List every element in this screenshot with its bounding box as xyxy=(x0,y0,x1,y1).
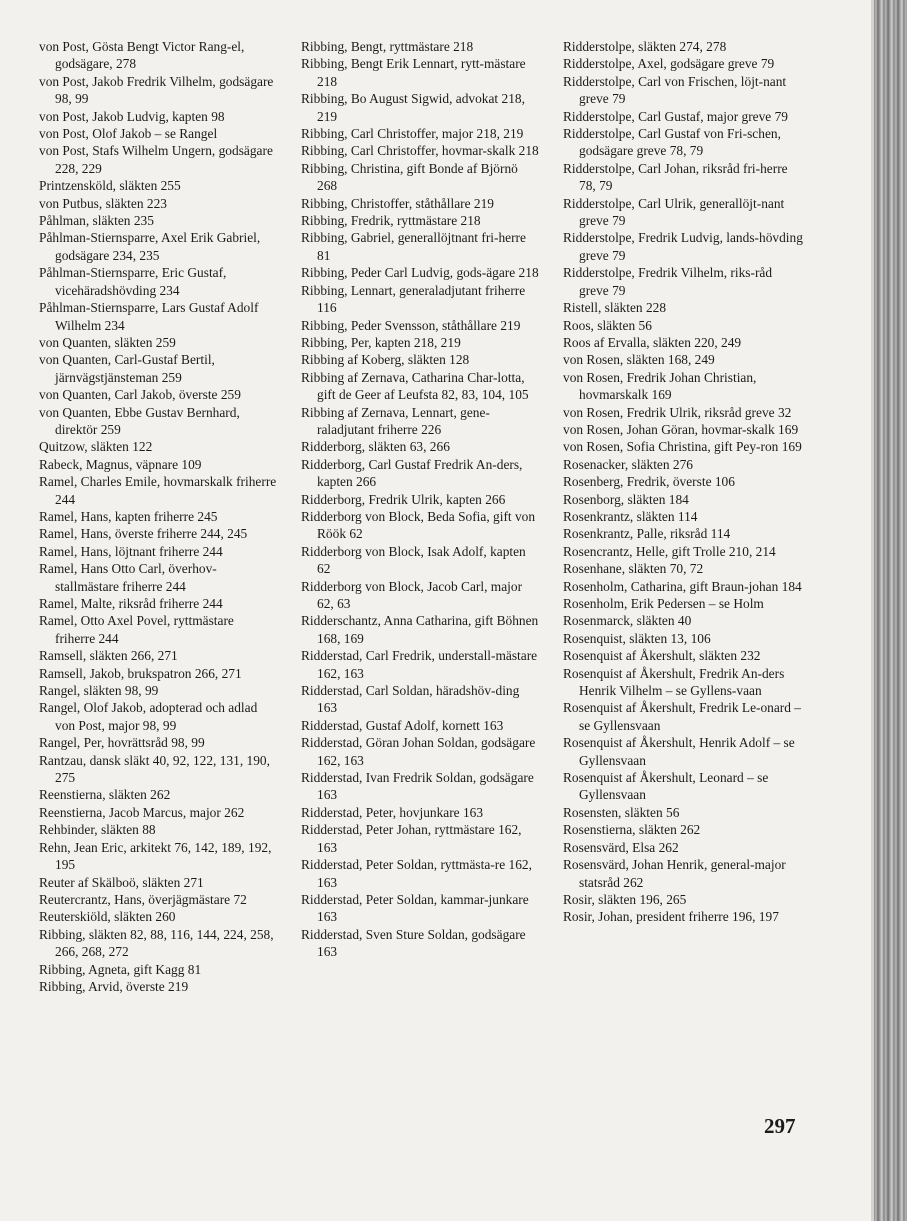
index-entry: Rosenquist af Åkershult, släkten 232 xyxy=(563,648,761,664)
index-entry: Ridderstolpe, Carl Johan, riksråd fri-herre 78, 79 xyxy=(563,160,788,194)
index-entry: Rosenquist af Åkershult, Fredrik Le-onard – se Gyllensvaan xyxy=(563,700,802,733)
index-entry: Rosensvärd, Elsa 262 xyxy=(563,839,679,855)
index-entry: Reenstierna, Jacob Marcus, major 262 xyxy=(39,804,245,820)
index-entry: Ridderstolpe, Carl von Frischen, löjt-nant greve 79 xyxy=(563,73,787,107)
index-entry: Roos, släkten 56 xyxy=(563,317,652,333)
index-entry: Ramel, Hans Otto Carl, överhov-stallmästare friherre 244 xyxy=(39,561,217,594)
index-entry: Ribbing, Arvid, överste 219 xyxy=(39,978,189,994)
index-entry: Ribbing af Koberg, släkten 128 xyxy=(301,352,470,368)
page-number: 297 xyxy=(764,1114,796,1138)
index-entry: Ribbing, släkten 82, 88, 116, 144, 224, 258, 266, 268, 272 xyxy=(39,926,274,960)
index-entry: Ridderstad, Sven Sture Soldan, godsägare 163 xyxy=(301,926,526,960)
index-entry: Ribbing, Bengt, ryttmästare 218 xyxy=(301,39,474,54)
index-entry: Ridderborg von Block, Isak Adolf, kapten 62 xyxy=(301,543,526,577)
index-column-3 xyxy=(563,38,803,926)
index-entry: Ridderstad, Carl Soldan, häradshöv-ding 163 xyxy=(301,683,520,716)
index-entry: Rosenhane, släkten 70, 72 xyxy=(563,561,704,577)
index-entry: von Quanten, Ebbe Gustav Bernhard, direktör 259 xyxy=(39,404,240,437)
index-entry: Reuterskiöld, släkten 260 xyxy=(39,909,176,925)
index-entry: Ribbing, Per, kapten 218, 219 xyxy=(301,334,461,350)
index-entry: Ribbing af Zernava, Catharina Char-lotta, gift de Geer af Leufsta 82, 83, 104, 105 xyxy=(301,369,529,403)
index-entry: Ribbing, Agneta, gift Kagg 81 xyxy=(39,961,202,977)
index-entry: von Putbus, släkten 223 xyxy=(39,195,167,211)
index-entry: Ridderstad, Göran Johan Soldan, godsägare 162, 163 xyxy=(301,735,536,768)
index-entry: Rosenacker, släkten 276 xyxy=(563,456,693,472)
index-entry: Quitzow, släkten 122 xyxy=(39,439,153,455)
index-entry: Rosenkrantz, släkten 114 xyxy=(563,508,698,524)
index-entry: von Rosen, Fredrik Ulrik, riksråd greve 32 xyxy=(563,404,792,420)
index-entry: Reutercrantz, Hans, överjägmästare 72 xyxy=(39,891,247,907)
index-entry: Ribbing, Carl Christoffer, major 218, 219 xyxy=(301,126,524,142)
index-entry: Rosenquist, släkten 13, 106 xyxy=(563,630,711,646)
index-entry: Ridderschantz, Anna Catharina, gift Böhnen 168, 169 xyxy=(301,613,539,646)
index-entry: Rosenquist af Åkershult, Fredrik An-ders Henrik Vilhelm – se Gyllens-vaan xyxy=(563,665,785,699)
index-entry: Påhlman, släkten 235 xyxy=(39,213,154,229)
index-entry: Rangel, Per, hovrättsråd 98, 99 xyxy=(39,735,205,751)
index-entry: von Quanten, Carl Jakob, överste 259 xyxy=(39,387,241,403)
index-entry: von Post, Gösta Bengt Victor Rang-el, godsägare, 278 xyxy=(39,39,245,72)
index-entry: Rosenberg, Fredrik, överste 106 xyxy=(563,474,735,490)
index-entry: Påhlman-Stiernsparre, Axel Erik Gabriel, godsägare 234, 235 xyxy=(39,230,261,263)
index-entry: Ridderstad, Carl Fredrik, understall-mästare 162, 163 xyxy=(301,648,538,681)
index-entry: Ribbing, Christina, gift Bonde af Björnö 268 xyxy=(301,160,518,194)
index-entry: Ridderborg, Fredrik Ulrik, kapten 266 xyxy=(301,491,506,507)
index-entry: von Post, Jakob Fredrik Vilhelm, godsägare 98, 99 xyxy=(39,73,274,107)
index-entry: Rangel, Olof Jakob, adopterad och adlad von Post, major 98, 99 xyxy=(39,700,258,733)
index-entry: Rantzau, dansk släkt 40, 92, 122, 131, 190, 275 xyxy=(39,752,270,786)
index-entry: Påhlman-Stiernsparre, Lars Gustaf Adolf Wilhelm 234 xyxy=(39,300,259,333)
index-entry: Rehbinder, släkten 88 xyxy=(39,822,156,838)
index-entry: Ribbing, Bo August Sigwid, advokat 218, 219 xyxy=(301,91,525,124)
index-entry: Reuter af Skälboö, släkten 271 xyxy=(39,874,204,890)
index-entry: Rangel, släkten 98, 99 xyxy=(39,683,159,699)
index-entry: Rosir, släkten 196, 265 xyxy=(563,891,687,907)
index-entry: Rosenmarck, släkten 40 xyxy=(563,613,692,629)
index-entry: Rosenborg, släkten 184 xyxy=(563,491,689,507)
index-entry: Ristell, släkten 228 xyxy=(563,300,667,316)
index-entry: Ramsell, Jakob, brukspatron 266, 271 xyxy=(39,665,242,681)
index-entry: Ramel, Otto Axel Povel, ryttmästare friherre 244 xyxy=(39,613,234,646)
index-entry: Reenstierna, släkten 262 xyxy=(39,787,171,803)
index-entry: Rosensvärd, Johan Henrik, general-major statsråd 262 xyxy=(563,857,786,890)
index-entry: von Post, Olof Jakob – se Rangel xyxy=(39,126,218,142)
index-entry: Rosenquist af Åkershult, Leonard – se Gyllensvaan xyxy=(563,770,769,803)
index-entry: Rosencrantz, Helle, gift Trolle 210, 214 xyxy=(563,543,776,559)
index-entry: Rehn, Jean Eric, arkitekt 76, 142, 189, 192, 195 xyxy=(39,839,272,873)
index-entry: von Quanten, Carl-Gustaf Bertil, järnvägstjänsteman 259 xyxy=(39,352,215,385)
index-entry: Ridderstad, Peter Soldan, kammar-junkare 163 xyxy=(301,891,529,925)
index-entry: von Post, Stafs Wilhelm Ungern, godsägare 228, 229 xyxy=(39,143,273,176)
index-entry: Ramel, Charles Emile, hovmarskalk friherre 244 xyxy=(39,474,277,507)
index-entry: Ribbing af Zernava, Lennart, gene-raladjutant friherre 226 xyxy=(301,404,490,437)
index-entry: Ribbing, Fredrik, ryttmästare 218 xyxy=(301,213,481,229)
index-entry: Ridderstolpe, släkten 274, 278 xyxy=(563,39,727,54)
index-entry: Ribbing, Peder Svensson, ståthållare 219 xyxy=(301,317,521,333)
index-entry: Ridderstolpe, Carl Ulrik, generallöjt-nant greve 79 xyxy=(563,195,785,229)
index-entry: von Rosen, släkten 168, 249 xyxy=(563,352,715,368)
index-entry: Ramel, Hans, kapten friherre 245 xyxy=(39,508,218,524)
index-entry: Rosenkrantz, Palle, riksråd 114 xyxy=(563,526,731,542)
index-entry: Rosensten, släkten 56 xyxy=(563,804,680,820)
index-entry: Ribbing, Christoffer, ståthållare 219 xyxy=(301,195,494,211)
index-entry: Ridderstad, Peter Johan, ryttmästare 162, 163 xyxy=(301,822,522,855)
index-entry: Ridderborg, Carl Gustaf Fredrik An-ders, kapten 266 xyxy=(301,456,523,490)
index-entry: Ramel, Hans, löjtnant friherre 244 xyxy=(39,543,223,559)
index-entry: Ribbing, Carl Christoffer, hovmar-skalk 218 xyxy=(301,143,539,159)
index-entry: von Rosen, Sofia Christina, gift Pey-ron 169 xyxy=(563,439,802,455)
index-entry: Ribbing, Peder Carl Ludvig, gods-ägare 218 xyxy=(301,265,539,281)
index-entry: Ridderstolpe, Carl Gustaf, major greve 79 xyxy=(563,108,788,124)
index-entry: Ridderstolpe, Carl Gustaf von Fri-schen, godsägare greve 78, 79 xyxy=(563,126,781,159)
index-entry: Ridderstad, Peter, hovjunkare 163 xyxy=(301,804,484,820)
index-entry: Rosenquist af Åkershult, Henrik Adolf – se Gyllensvaan xyxy=(563,735,795,768)
index-entry: Ridderstolpe, Fredrik Ludvig, lands-hövding greve 79 xyxy=(563,230,803,263)
index-entry: Ramsell, släkten 266, 271 xyxy=(39,648,178,664)
index-entry: Ridderborg von Block, Beda Sofia, gift von Röök 62 xyxy=(301,508,536,542)
index-entry: Ridderstad, Ivan Fredrik Soldan, godsägare 163 xyxy=(301,770,534,803)
index-column-2 xyxy=(301,38,541,961)
index-entry: Rosir, Johan, president friherre 196, 197 xyxy=(563,909,779,925)
index-entry: Ramel, Hans, överste friherre 244, 245 xyxy=(39,526,248,542)
index-entry: Printzensköld, släkten 255 xyxy=(39,178,181,194)
index-entry: Ramel, Malte, riksråd friherre 244 xyxy=(39,596,223,611)
index-entry: Ridderborg, släkten 63, 266 xyxy=(301,439,450,455)
index-entry: Rabeck, Magnus, väpnare 109 xyxy=(39,456,202,472)
index-entry: von Rosen, Fredrik Johan Christian, hovmarskalk 169 xyxy=(563,369,757,403)
index-entry: Ribbing, Lennart, generaladjutant friherre 116 xyxy=(301,282,526,316)
index-entry: von Quanten, släkten 259 xyxy=(39,334,176,350)
index-entry: Ridderstad, Gustaf Adolf, kornett 163 xyxy=(301,717,504,733)
index-entry: Rosenholm, Erik Pedersen – se Holm xyxy=(563,596,764,611)
book-spine xyxy=(874,0,907,1221)
index-entry: von Post, Jakob Ludvig, kapten 98 xyxy=(39,108,225,124)
index-entry: Rosenstierna, släkten 262 xyxy=(563,822,701,838)
index-entry: Ridderborg von Block, Jacob Carl, major 62, 63 xyxy=(301,578,523,611)
index-entry: von Rosen, Johan Göran, hovmar-skalk 169 xyxy=(563,421,799,437)
index-entry: Rosenholm, Catharina, gift Braun-johan 184 xyxy=(563,578,802,594)
index-entry: Ridderstolpe, Axel, godsägare greve 79 xyxy=(563,56,775,72)
index-entry: Påhlman-Stiernsparre, Eric Gustaf, vicehäradshövding 234 xyxy=(39,265,227,298)
index-entry: Ridderstolpe, Fredrik Vilhelm, riks-råd greve 79 xyxy=(563,265,773,298)
index-entry: Ribbing, Gabriel, generallöjtnant fri-herre 81 xyxy=(301,230,526,263)
index-entry: Roos af Ervalla, släkten 220, 249 xyxy=(563,334,742,350)
index-column-1 xyxy=(39,38,277,995)
index-entry: Ridderstad, Peter Soldan, ryttmästa-re 162, 163 xyxy=(301,857,532,890)
index-entry: Ribbing, Bengt Erik Lennart, rytt-mästare 218 xyxy=(301,56,526,89)
